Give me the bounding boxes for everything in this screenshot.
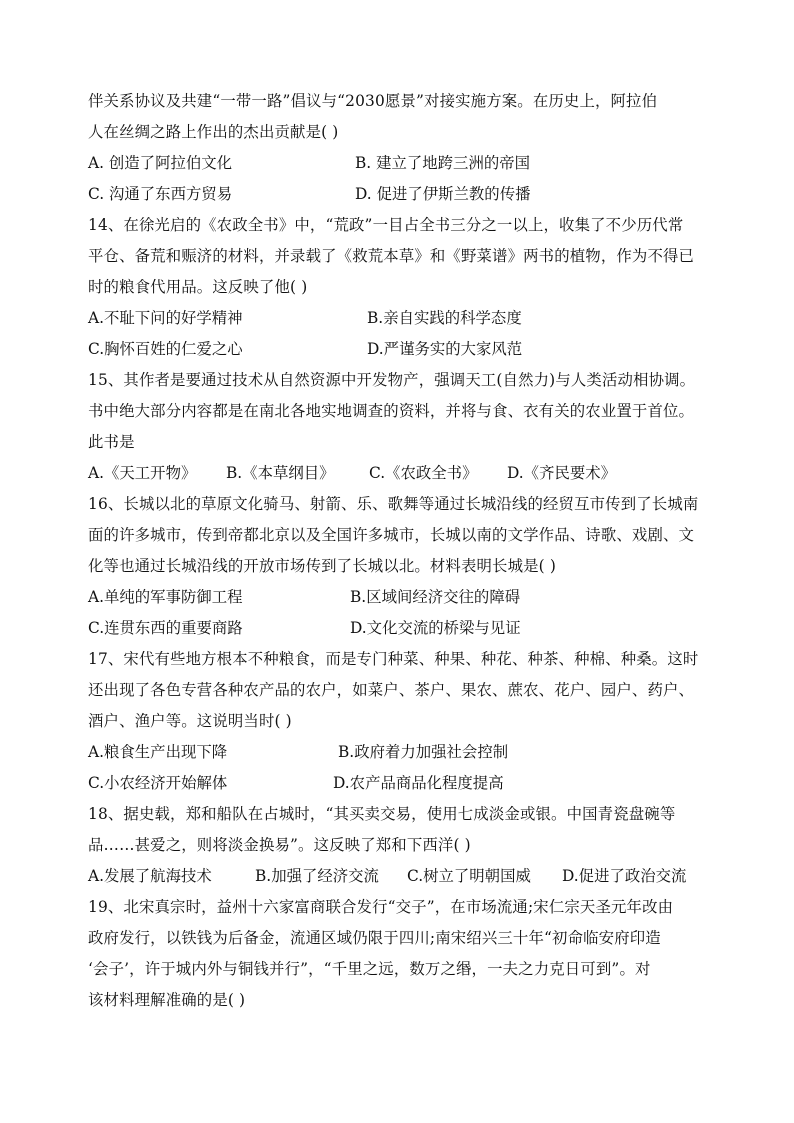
question-13-option-d: D. 促进了伊斯兰教的传播: [355, 185, 531, 203]
question-15-text-line-3: 此书是: [88, 433, 135, 451]
question-17-option-d: D.农产品商品化程度提高: [333, 774, 504, 792]
question-16-option-b: B.区域间经济交往的障碍: [350, 588, 521, 606]
question-16-option-a: A.单纯的军事防御工程: [88, 588, 243, 606]
question-14-option-d: D.严谨务实的大家风范: [367, 340, 523, 358]
question-15-option-d: D.《齐民要术》: [507, 464, 617, 482]
question-17-option-a: A.粮食生产出现下降: [88, 743, 228, 761]
question-13-option-a: A. 创造了阿拉伯文化: [88, 154, 233, 172]
question-14-option-c: C.胸怀百姓的仁爱之心: [88, 340, 243, 358]
question-16-text-line-1: 16、长城以北的草原文化骑马、射箭、乐、歌舞等通过长城沿线的经贸互市传到了长城南: [88, 495, 699, 513]
question-15-options-row: [88, 458, 718, 489]
question-15-option-a: A.《天工开物》: [88, 464, 197, 482]
question-16-option-d: D.文化交流的桥梁与见证: [350, 619, 521, 637]
question-17-text-line-3: 酒户、渔户等。这说明当时( ): [88, 712, 292, 730]
question-14: [88, 210, 718, 365]
question-17-text-line-1: 17、宋代有些地方根本不种粮食，而是专门种菜、种果、种花、种茶、种棉、种桑。这时: [88, 650, 699, 668]
question-15-text-line-1: 15、其作者是要通过技术从自然资源中开发物产，强调天工(自然力)与人类活动相协调。: [88, 371, 696, 389]
question-14-text-line-2: 平仓、备荒和赈济的材料，并录载了《救荒本草》和《野菜谱》两书的植物，作为不得已: [88, 247, 695, 265]
question-18-text-line-2: 品……甚爱之，则将淡金换易”。这反映了郑和下西洋( ): [88, 836, 471, 854]
question-18-option-b: B.加强了经济交流: [255, 867, 379, 885]
question-16-options-row-2: [88, 613, 718, 644]
question-18-option-a: A.发展了航海技术: [88, 867, 212, 885]
question-15: [88, 365, 718, 489]
question-13-text-line-2: 人在丝绸之路上作出的杰出贡献是( ): [88, 123, 339, 141]
question-13-options-row-2: [88, 179, 718, 210]
question-19-text-line-2: 政府发行，以铁钱为后备金，流通区域仍限于四川;南宋绍兴三十年“初命临安府印造: [88, 929, 661, 947]
question-13-options-row-1: [88, 148, 718, 179]
question-13: [88, 86, 718, 210]
question-16-options-row-1: [88, 582, 718, 613]
question-14-options-row-2: [88, 334, 718, 365]
question-14-option-b: B.亲自实践的科学态度: [367, 309, 522, 327]
question-16-text-line-2: 面的许多城市，传到帝都北京以及全国许多城市，长城以南的文学作品、诗歌、戏剧、文: [88, 526, 695, 544]
question-13-text-line-1: 伴关系协议及共建“一带一路”倡议与“2030愿景”对接实施方案。在历史上，阿拉伯: [88, 92, 658, 110]
question-15-option-b: B.《本草纲目》: [226, 464, 335, 482]
question-18-option-c: C.树立了明朝国威: [407, 867, 531, 885]
question-13-option-b: B. 建立了地跨三洲的帝国: [355, 154, 531, 172]
exam-page: [88, 86, 718, 1016]
question-17-text-line-2: 还出现了各色专营各种农产品的农户，如菜户、茶户、果农、蔗农、花户、园户、药户、: [88, 681, 695, 699]
question-18-text-line-1: 18、据史载，郑和船队在占城时，“其买卖交易，使用七成淡金或银。中国青瓷盘碗等: [88, 805, 676, 823]
question-14-text-line-1: 14、在徐光启的《农政全书》中，“荒政”一目占全书三分之一以上，收集了不少历代常: [88, 216, 684, 234]
question-16-option-c: C.连贯东西的重要商路: [88, 619, 243, 637]
question-17-options-row-2: [88, 768, 718, 799]
question-17-option-c: C.小农经济开始解体: [88, 774, 228, 792]
question-19-text-line-4: 该材料理解准确的是( ): [88, 991, 246, 1009]
question-19-text-line-3: ‘会子’，许于城内外与铜钱并行”，“千里之远，数万之缗，一夫之力克日可到”。对: [88, 960, 651, 978]
question-17-option-b: B.政府着力加强社会控制: [338, 743, 509, 761]
question-14-text-line-3: 时的粮食代用品。这反映了他( ): [88, 278, 308, 296]
question-17-options-row-1: [88, 737, 718, 768]
question-16-text-line-3: 化等也通过长城沿线的开放市场传到了长城以北。材料表明长城是( ): [88, 557, 557, 575]
question-18: [88, 799, 718, 892]
question-18-options-row: [88, 861, 718, 892]
question-15-option-c: C.《农政全书》: [369, 464, 478, 482]
question-15-text-line-2: 书中绝大部分内容都是在南北各地实地调查的资料，并将与食、衣有关的农业置于首位。: [88, 402, 695, 420]
question-19: [88, 892, 718, 1016]
question-16: [88, 489, 718, 644]
question-14-option-a: A.不耻下问的好学精神: [88, 309, 243, 327]
question-14-options-row-1: [88, 303, 718, 334]
question-13-option-c: C. 沟通了东西方贸易: [88, 185, 233, 203]
question-18-option-d: D.促进了政治交流: [562, 867, 687, 885]
question-19-text-line-1: 19、北宋真宗时，益州十六家富商联合发行“交子”，在市场流通;宋仁宗天圣元年改由: [88, 898, 674, 916]
question-17: [88, 644, 718, 799]
